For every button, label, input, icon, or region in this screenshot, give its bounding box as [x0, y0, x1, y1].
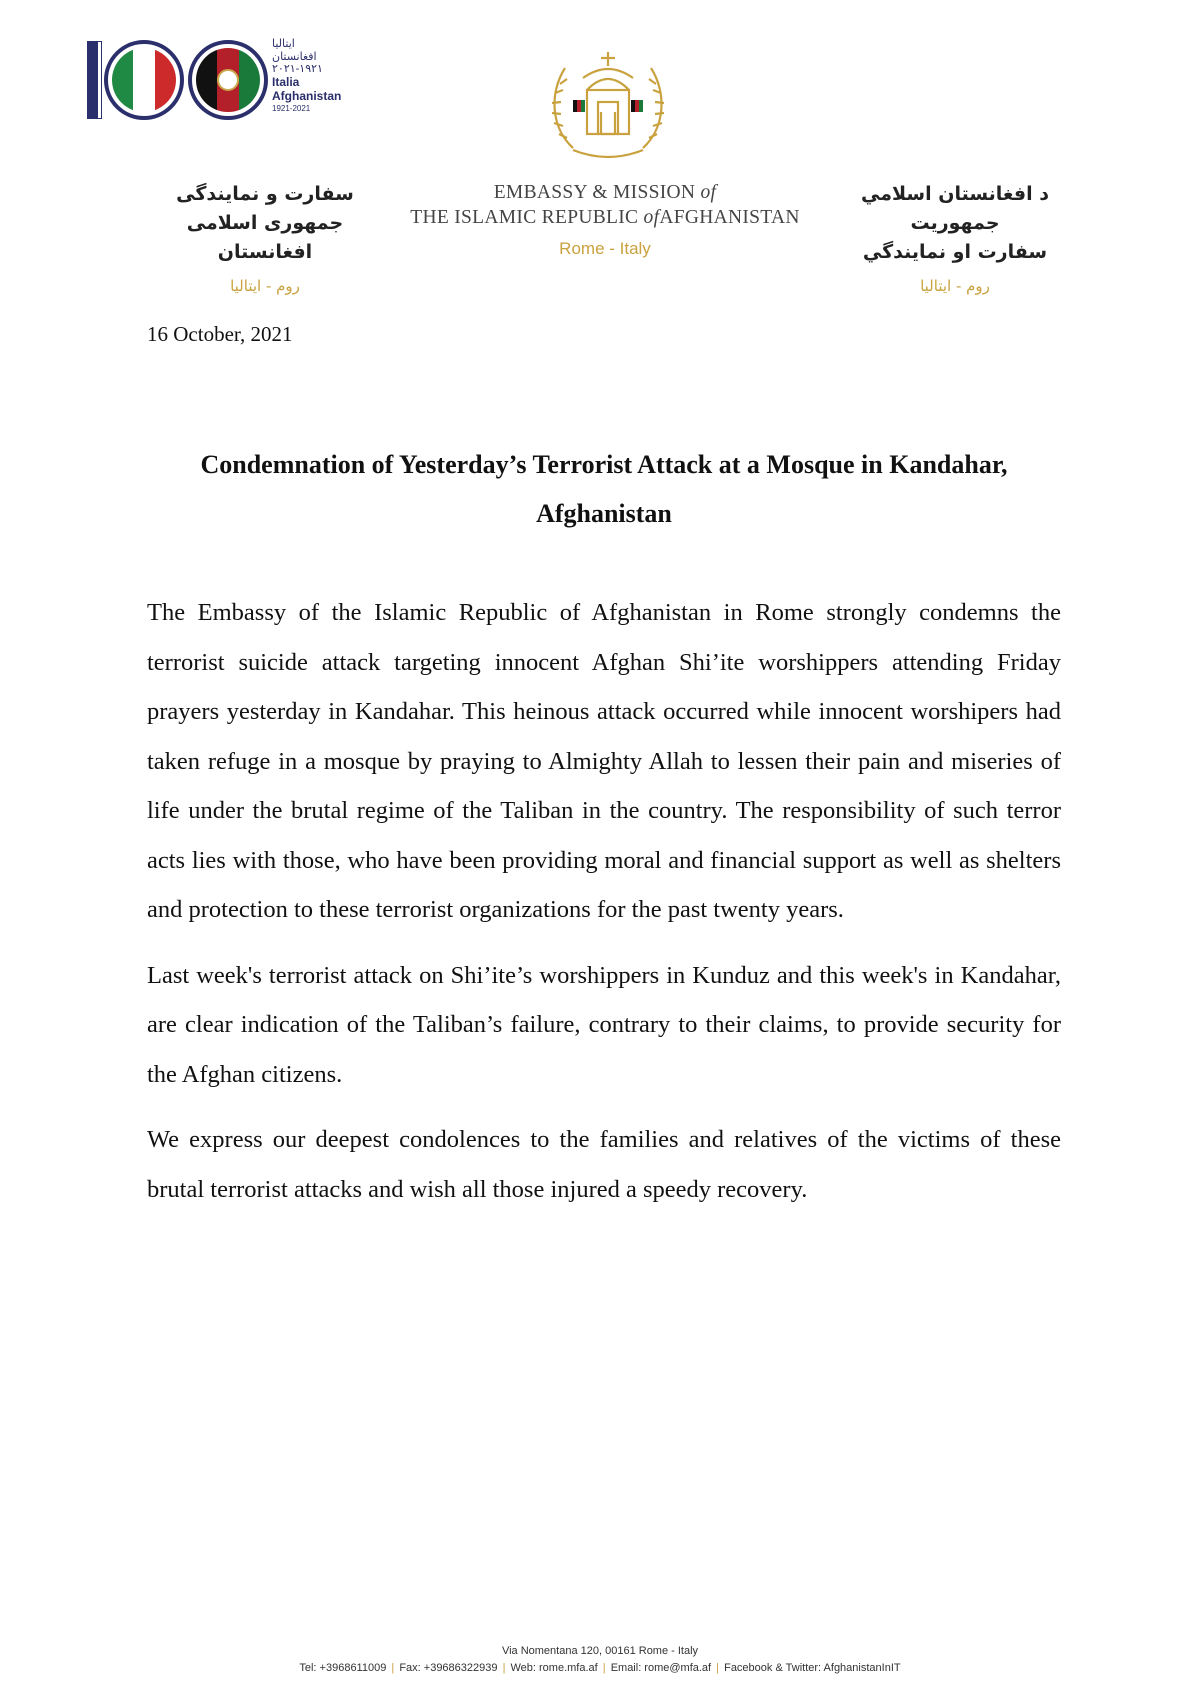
centenary-afghanistan: Afghanistan [272, 88, 342, 103]
document-date: 16 October, 2021 [147, 322, 293, 346]
document-title [147, 440, 1061, 538]
centenary-farsi-italy: ایتالیا [272, 38, 295, 50]
paragraph: We express our deepest condolences to the families and relatives of the victims of these brutal terrorist attacks and wish all those injured a speedy recovery. [147, 1126, 1061, 1203]
embassy-line-2: THE ISLAMIC REPUBLIC ofAFGHANISTAN [410, 207, 800, 228]
footer-tel: Tel: +3968611009 [299, 1662, 387, 1674]
dari-line-1: سفارت و نمایندگی [176, 183, 354, 205]
italy-flag-ring [104, 40, 184, 120]
paragraph: The Embassy of the Islamic Republic of Afghanistan in Rome strongly condemns the terrorist suicide attack targeting innocent Afghan Shi’ite worshippers attending Friday prayers yesterday in Kandahar. This heinous attack occurred while innocent worshipers had taken refuge in a mosque by praying to Almighty Allah to lessen their pain and miseries of life under the brutal regime of the Taliban in the country. The responsibility of such terror acts lies with those, who have been providing moral and financial support as well as shelters and protection to these terrorist organizations for the past twenty years. [147, 599, 1061, 923]
footer-fax: Fax: +39686322939 [399, 1662, 498, 1674]
english-city: Rome - Italy [559, 239, 651, 258]
title-line-1: Condemnation of Yesterday’s Terrorist Attack at a Mosque in Kandahar, [200, 450, 1008, 479]
centenary-text [272, 38, 341, 113]
national-emblem-icon [543, 38, 673, 168]
footer-web: Web: rome.mfa.af [510, 1662, 598, 1674]
title-line-2: Afghanistan [536, 499, 672, 528]
document-body [147, 588, 1061, 1230]
footer-social: Facebook & Twitter: AfghanistanInIT [724, 1662, 901, 1674]
footer-contacts: Tel: +3968611009 | Fax: +39686322939 | Web: rome.mfa.af | Email: rome@mfa.af | Facebook & Twitter: AfghanistanInIT [299, 1662, 901, 1674]
pashto-line-2: سفارت او نمايندگي [862, 241, 1048, 263]
pashto-line-1: د افغانستان اسلامي جمهوريت [861, 183, 1049, 234]
centenary-logo [88, 38, 348, 124]
paragraph: Last week's terrorist attack on Shi’ite’s worshippers in Kunduz and this week's in Kandahar, are clear indication of the Taliban’s failure, contrary to their claims, to provide security for the Afghan citizens. [147, 961, 1061, 1088]
centenary-italia: Italia [272, 74, 300, 89]
dari-city: روم - ایتالیا [230, 277, 300, 295]
footer-email: Email: rome@mfa.af [610, 1662, 712, 1674]
footer [0, 1643, 1200, 1677]
letterhead-dari [140, 180, 390, 301]
centenary-farsi-afghanistan: افغانستان [272, 50, 317, 63]
logo-digit-one [88, 42, 101, 118]
centenary-years: 1921-2021 [272, 103, 311, 113]
centenary-farsi-years: ۲۰۲۱-۱۹۲۱ [272, 63, 323, 76]
footer-address: Via Nomentana 120, 00161 Rome - Italy [501, 1645, 699, 1657]
embassy-line-1: EMBASSY & MISSION of [493, 182, 717, 203]
letterhead-english [395, 180, 815, 264]
afghanistan-flag-ring [188, 40, 268, 120]
letterhead-pashto [830, 180, 1080, 301]
letterhead [0, 0, 1200, 295]
pashto-city: روم - ايتاليا [920, 277, 990, 295]
dari-line-2: جمهوری اسلامی افغانستان [186, 212, 344, 263]
afghan-emblem-icon [217, 69, 239, 91]
